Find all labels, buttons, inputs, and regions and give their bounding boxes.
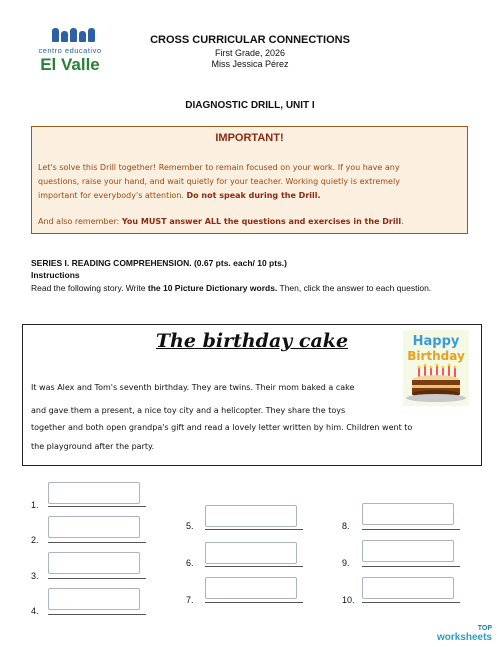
answer-underline <box>48 542 146 543</box>
instructions-part: Read the following story. Write <box>31 283 148 293</box>
important-line-4 <box>38 215 463 228</box>
birthday-cake-image <box>403 330 469 406</box>
instructions-label: Instructions <box>31 270 80 280</box>
footer-logo-top: TOP <box>477 625 492 632</box>
important-emphasis: You MUST answer ALL the questions and exercises in the Drill <box>121 217 402 226</box>
answer-input-2[interactable] <box>48 516 140 538</box>
footer-logo-worksheets: worksheets <box>436 632 492 643</box>
important-box <box>31 126 468 234</box>
answer-underline <box>48 614 146 615</box>
logo-name: El Valle <box>40 55 100 74</box>
answer-number-7: 7. <box>186 595 194 605</box>
answer-number-4: 4. <box>31 606 39 616</box>
image-text-birthday: Birthday <box>407 349 465 363</box>
answer-underline <box>205 566 303 567</box>
answer-number-2: 2. <box>31 535 39 545</box>
answer-input-9[interactable] <box>362 540 454 562</box>
story-box <box>22 324 482 466</box>
logo-subtitle: centro educativo <box>38 46 102 55</box>
teacher-line: Miss Jessica Pérez <box>211 59 289 69</box>
important-line-3 <box>38 189 463 202</box>
answer-input-1[interactable] <box>48 482 140 504</box>
answer-number-5: 5. <box>186 521 194 531</box>
answer-underline <box>362 529 460 530</box>
answer-number-10: 10. <box>342 595 355 605</box>
instructions-text <box>31 282 476 294</box>
drill-title: DIAGNOSTIC DRILL, UNIT I <box>185 100 315 111</box>
story-line-4: the playground after the party. <box>31 442 155 451</box>
important-emphasis: Do not speak during the Drill. <box>186 191 321 200</box>
answer-underline <box>48 506 146 507</box>
instructions-emphasis: the 10 Picture Dictionary words. <box>147 283 278 293</box>
answer-underline <box>205 602 303 603</box>
image-text-happy: Happy <box>412 334 460 349</box>
answer-input-6[interactable] <box>205 542 297 564</box>
answer-underline <box>205 529 303 530</box>
important-text: important for everybody's attention. <box>38 191 187 200</box>
answer-input-5[interactable] <box>205 505 297 527</box>
grade-line: First Grade, 2026 <box>214 48 286 58</box>
answer-underline <box>362 602 460 603</box>
important-heading: IMPORTANT! <box>215 132 284 144</box>
answer-number-8: 8. <box>342 521 350 531</box>
instructions-part: Then, click the answer to each question. <box>277 283 432 293</box>
answer-input-8[interactable] <box>362 503 454 525</box>
answer-input-3[interactable] <box>48 552 140 574</box>
page-title: CROSS CURRICULAR CONNECTIONS <box>150 34 350 46</box>
story-line-3: together and both open grandpa's gift and read a lovely letter written by him. Children went to <box>31 423 413 432</box>
important-text: . <box>401 217 404 226</box>
answer-number-9: 9. <box>342 558 350 568</box>
important-line-1: Let's solve this Drill together! Remember to remain focused on your work. If you have any <box>38 163 400 172</box>
answer-number-1: 1. <box>31 500 39 510</box>
answer-underline <box>48 578 146 579</box>
answer-input-7[interactable] <box>205 577 297 599</box>
important-line-2: questions, raise your hand, and wait quietly for your teacher. Working quietly is extremely <box>38 177 400 186</box>
answer-input-10[interactable] <box>362 577 454 599</box>
answer-underline <box>362 566 460 567</box>
story-line-1: It was Alex and Tom's seventh birthday. They are twins. Their mom baked a cake <box>31 383 355 392</box>
story-title: The birthday cake <box>155 330 349 352</box>
answer-number-3: 3. <box>31 571 39 581</box>
answer-number-6: 6. <box>186 558 194 568</box>
answer-input-4[interactable] <box>48 588 140 610</box>
important-text: And also remember: <box>38 217 122 226</box>
story-line-2: and gave them a present, a nice toy city and a helicopter. They share the toys <box>31 406 346 415</box>
series-title: SERIES I. READING COMPREHENSION. (0.67 pts. each/ 10 pts.) <box>31 258 288 268</box>
